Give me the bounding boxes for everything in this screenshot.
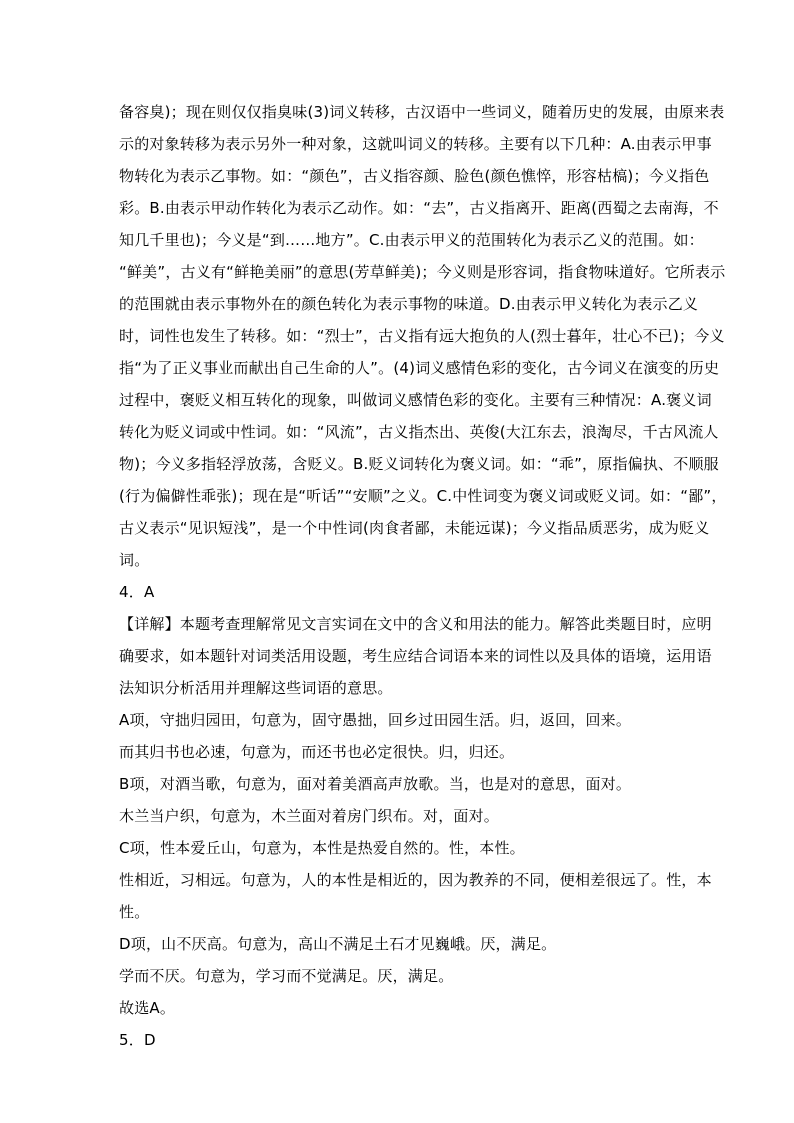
option-a-line: 而其归书也必速，句意为，而还书也必定很快。归，归还。 [119,743,515,761]
text-line: 转化为贬义词或中性词。如：“风流”，古义指杰出、英俊(大江东去，浪淘尽，千古风流人 [119,423,719,441]
option-b-line: B项，对酒当歌，句意为，面对着美酒高声放歌。当，也是对的意思，面对。 [119,775,632,793]
option-a-line: A项，守拙归园田，句意为，固守愚拙，回乡过田园生活。归，返回，回来。 [119,711,632,729]
text-line: 古义表示“见识短浅”，是一个中性词(肉食者鄙，未能远谋)；今义指品质恶劣，成为贬义 [119,519,710,537]
document-body [119,96,727,1056]
analysis-line: 【详解】本题考查理解常见文言实词在文中的含义和用法的能力。解答此类题目时，应明 [119,615,712,633]
analysis-line: 确要求，如本题针对词类活用设题，考生应结合词语本来的词性以及具体的语境，运用语 [119,647,712,665]
question-number: 4．A [119,583,155,601]
text-line: 时，词性也发生了转移。如：“烈士”，古义指有远大抱负的人(烈士暮年，壮心不已)；今义 [119,327,725,345]
text-line: 知几千里也)；今义是“到……地方”。C.由表示甲义的范围转化为表示乙义的范围。如： [119,231,704,249]
text-line: 词。 [119,551,150,569]
text-line: 过程中，褒贬义相互转化的现象，叫做词义感情色彩的变化。主要有三种情况：A.褒义词 [119,391,712,409]
text-line: “鲜美”，古义有“鲜艳美丽”的意思(芳草鲜美)；今义则是形容词，指食物味道好。它所表示 [119,263,726,281]
analysis-line: 法知识分析活用并理解这些词语的意思。 [119,679,393,697]
option-d-line: 学而不厌。句意为，学习而不觉满足。厌，满足。 [119,967,454,985]
option-d-line: D项，山不厌高。句意为，高山不满足土石才见巍峨。厌，满足。 [119,935,557,953]
text-line: 物)；今义多指轻浮放荡，含贬义。B.贬义词转化为褒义词。如：“乖”，原指偏执、不顺服 [119,455,719,473]
text-line: 示的对象转移为表示另外一种对象，这就叫词义的转移。主要有以下几种：A.由表示甲事 [119,135,712,153]
text-line: 备容臭)；现在则仅仅指臭味(3)词义转移，古汉语中一些词义，随着历史的发展，由原来表 [119,103,725,121]
text-line: 指“为了正义事业而献出自己生命的人”。(4)词义感情色彩的变化，古今词义在演变的历史 [119,359,720,377]
answer-line: 故选A。 [119,999,176,1017]
option-c-line: 性。 [119,903,150,921]
text-line: 的范围就由表示事物外在的颜色转化为表示事物的味道。D.由表示甲义转化为表示乙义 [119,295,699,313]
option-b-line: 木兰当户织，句意为，木兰面对着房门织布。对，面对。 [119,807,500,825]
question-number: 5．D [119,1031,156,1049]
option-c-line: 性相近，习相远。句意为，人的本性是相近的，因为教养的不同，便相差很远了。性，本 [119,871,712,889]
text-line: (行为偏僻性乖张)；现在是“听话”“安顺”之义。C.中性词变为褒义词或贬义词。如：“鄙”， [119,487,727,505]
option-c-line: C项，性本爱丘山，句意为，本性是热爱自然的。性，本性。 [119,839,525,857]
text-line: 彩。B.由表示甲动作转化为表示乙动作。如：“去”，古义指离开、距离(西蜀之去南海，不 [119,199,719,217]
text-line: 物转化为表示乙事物。如：“颜色”，古义指容颜、脸色(颜色憔悴，形容枯槁)；今义指色 [119,167,710,185]
